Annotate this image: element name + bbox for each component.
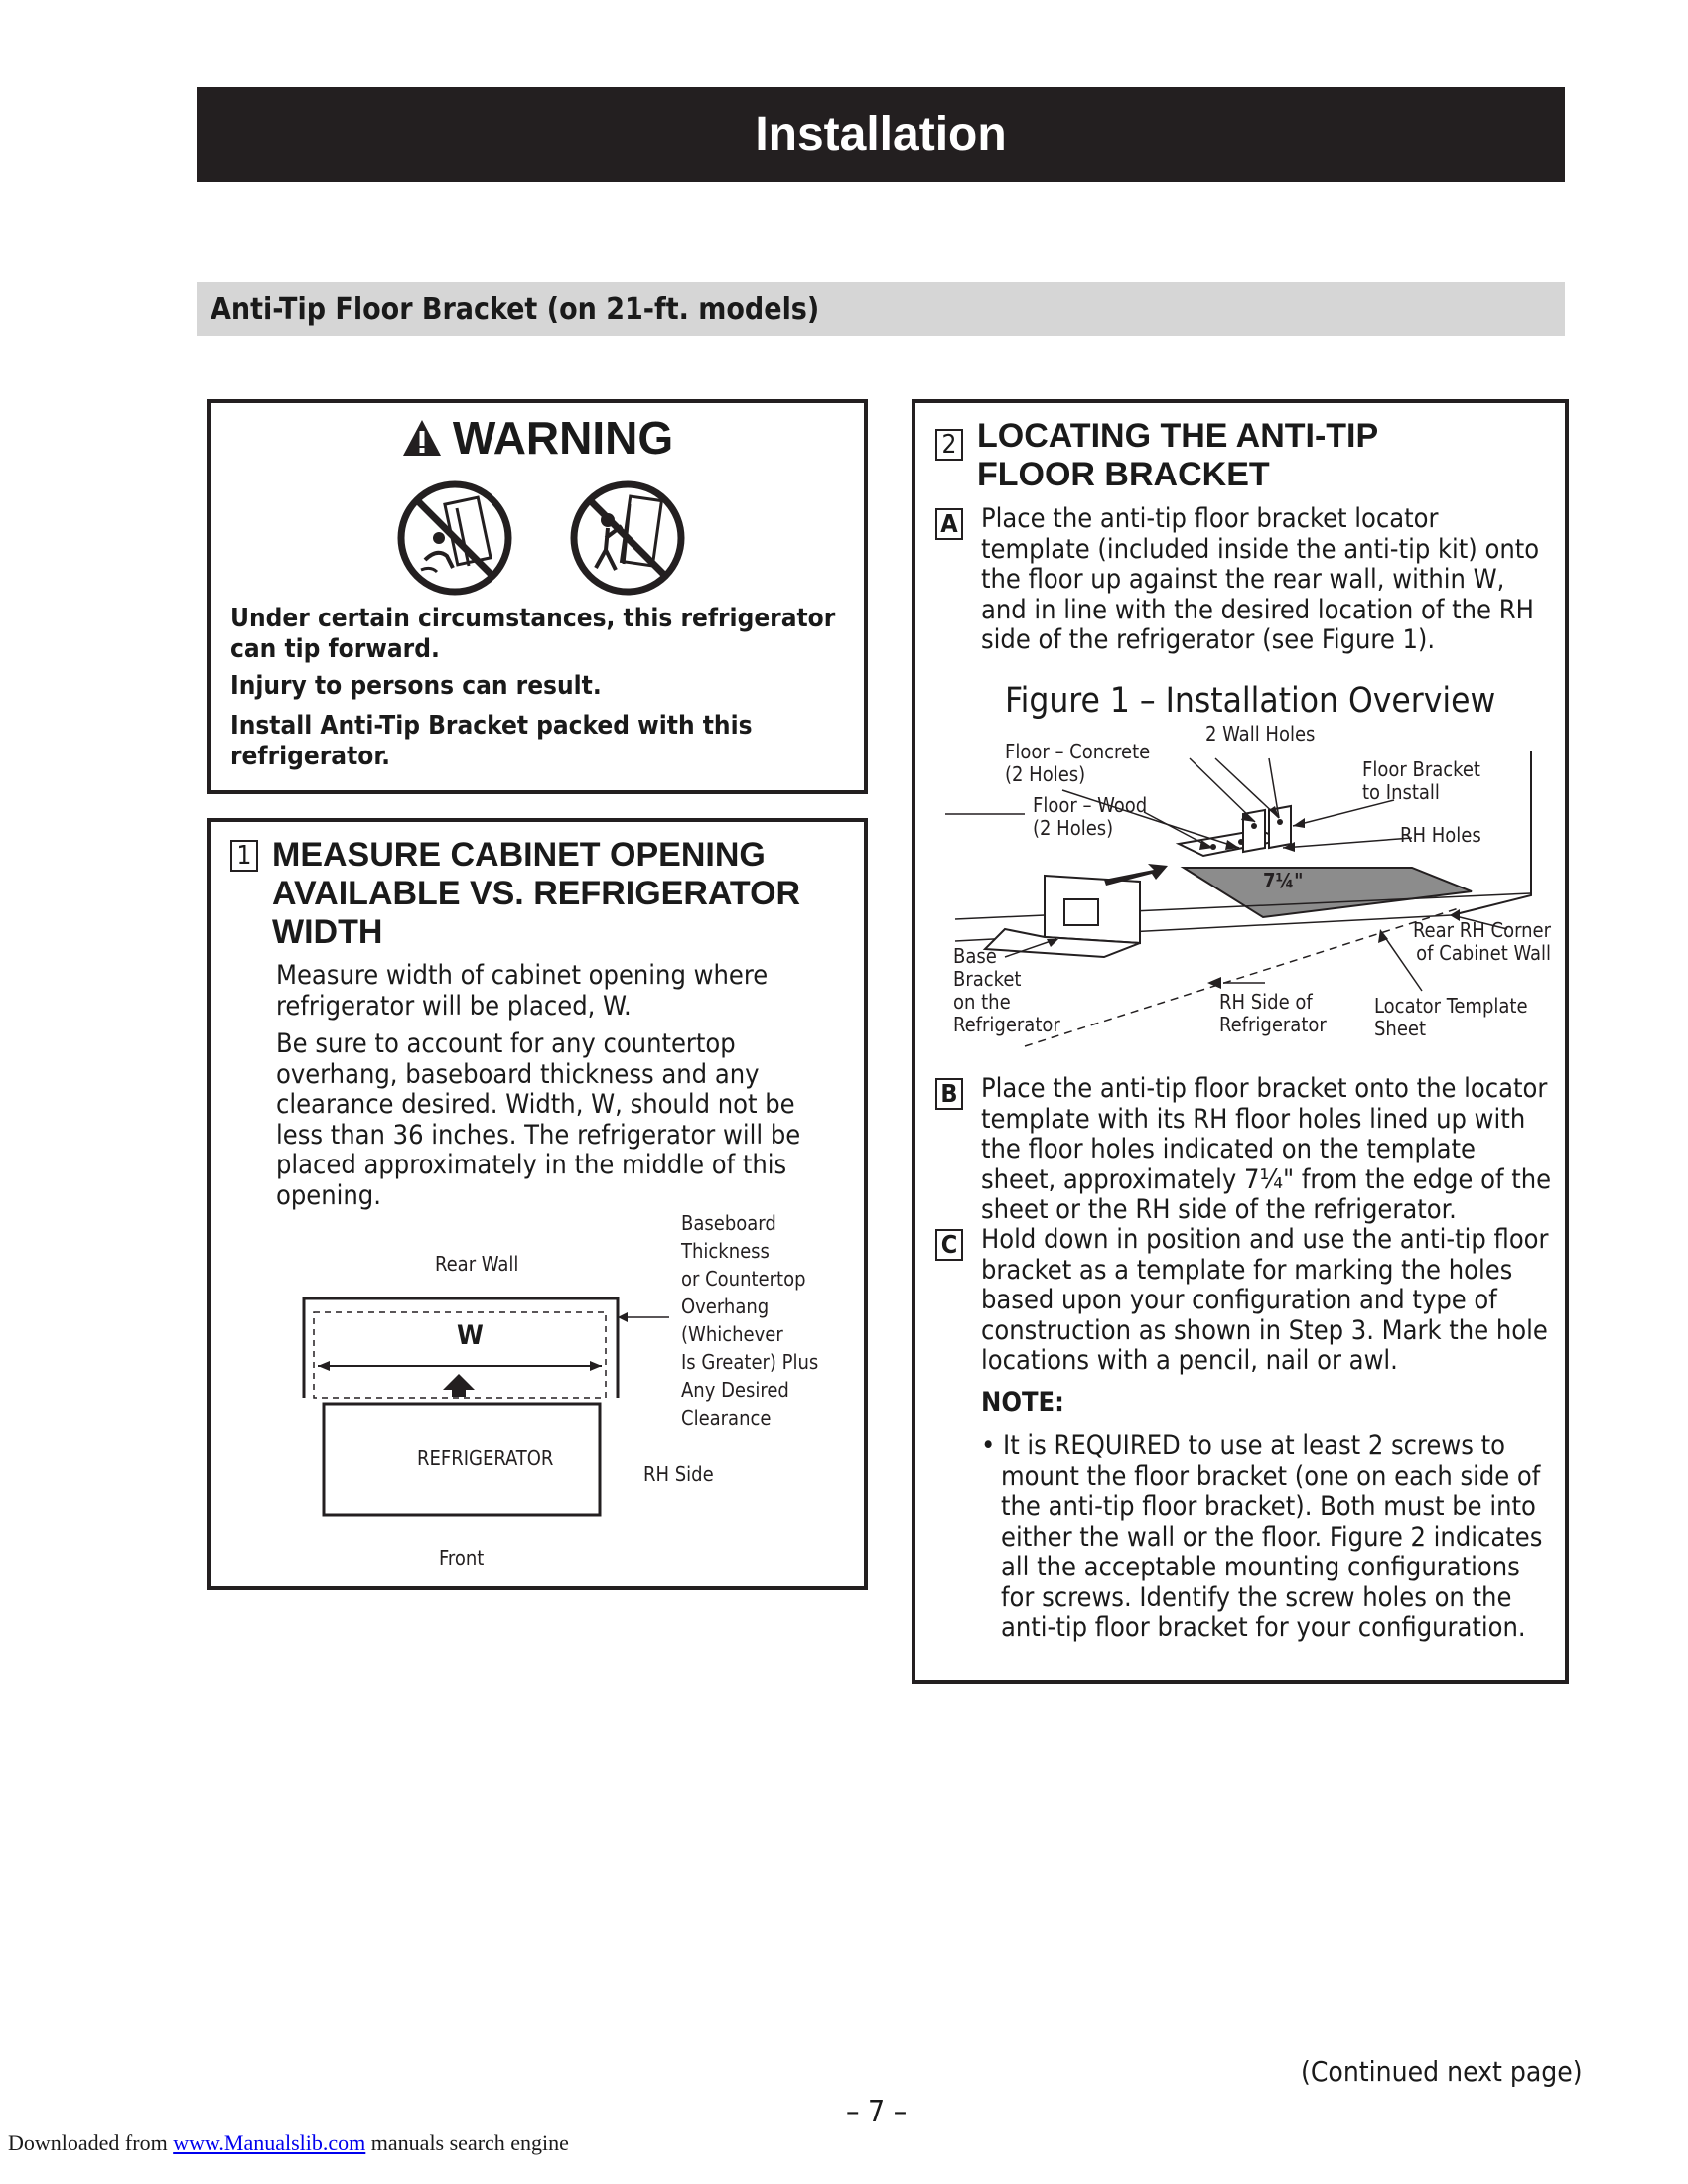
step2-a-text: Place the anti-tip floor bracket locator template (included inside the anti-tip kit) onto the floor up against the rear wall, within W, and in line with the desired location of the RH side of the refrigerator (see Figure 1).: [981, 503, 1540, 655]
rear-rh-corner-label: Rear RH Corner of Cabinet Wall: [1412, 918, 1551, 965]
warning-triangle-icon: [401, 418, 443, 458]
section-heading: [197, 282, 1565, 336]
warning-heading: [211, 411, 864, 465]
step2-box: [912, 399, 1569, 1684]
base-bracket-label: Base Bracket on the Refrigerator: [953, 944, 1060, 1036]
step2-a-letter: A: [935, 508, 963, 540]
baseboard-arrow: [614, 1302, 673, 1332]
step1-title: MEASURE CABINET OPENING AVAILABLE VS. REFRIGERATOR WIDTH: [272, 836, 801, 951]
page-title: Installation: [755, 108, 1007, 161]
step1-paragraph-1: Measure width of cabinet opening where refrigerator will be placed, W.: [276, 960, 769, 1022]
note-label: NOTE:: [981, 1387, 1064, 1418]
width-w-label: W: [457, 1320, 484, 1351]
step2-c-letter: C: [935, 1229, 963, 1261]
step2-b-letter: B: [935, 1078, 963, 1110]
wall-holes-label: 2 Wall Holes: [1205, 722, 1316, 746]
step2-b-text: Place the anti-tip floor bracket onto the locator template with its RH floor holes lined up with the floor holes indicated on the template sheet, approximately 7¼" from the edge of the sheet or the RH side of the refrigerator.: [981, 1073, 1552, 1225]
rh-side-label: RH Side: [643, 1462, 714, 1486]
note-bullet: • It is REQUIRED to use at least 2 screws to mount the floor bracket (one on each side of the anti-tip floor bracket). Both must be into either the wall or the floor. Figure 2 indicates all the acceptable mounting configurations for screws. Identify the screw holes on the anti-tip floor bracket for your configuration.: [981, 1431, 1543, 1643]
section-title: Anti-Tip Floor Bracket (on 21-ft. models): [211, 291, 820, 327]
floor-wood-label: Floor – Wood (2 Holes): [1033, 793, 1148, 840]
download-footer: Downloaded from www.Manualslib.com manuals search engine: [8, 2130, 569, 2155]
locator-template-sheet-label: Locator Template Sheet: [1374, 994, 1528, 1040]
warning-title: WARNING: [452, 412, 674, 464]
cabinet-opening-diagram: [302, 1269, 639, 1537]
step1-paragraph-2: Be sure to account for any countertop overhang, baseboard thickness and any clearance desired. Width, W, should not be less than 36 inches. The refrigerator will be placed approximately in the middle of this opening.: [276, 1028, 801, 1211]
step1-box: [207, 818, 868, 1590]
step2-number: 2: [935, 429, 963, 461]
step2-title: LOCATING THE ANTI-TIP FLOOR BRACKET: [977, 417, 1379, 493]
baseboard-note: Baseboard Thickness or Countertop Overhang (Whichever Is Greater) Plus Any Desired Clearance: [681, 1211, 819, 1430]
step1-body: [276, 961, 842, 1219]
continued-label: (Continued next page): [1301, 2055, 1583, 2088]
dimension-label: 7¼": [1263, 869, 1304, 892]
floor-bracket-label: Floor Bracket to Install: [1362, 757, 1480, 804]
rear-wall-label: Rear Wall: [435, 1252, 519, 1276]
step1-number: 1: [230, 840, 258, 872]
warning-line-2: Injury to persons can result.: [230, 671, 602, 701]
warning-line-1: Under certain circumstances, this refrigerator can tip forward.: [230, 604, 836, 664]
figure1-title: Figure 1 – Installation Overview: [1005, 681, 1496, 721]
page-number: – 7 –: [846, 2095, 908, 2129]
rh-side-of-refrigerator-label: RH Side of Refrigerator: [1219, 990, 1327, 1036]
manualslib-link[interactable]: www.Manualslib.com: [173, 2130, 366, 2155]
floor-concrete-label: Floor – Concrete (2 Holes): [1005, 740, 1151, 786]
step2-c-text: Hold down in position and use the anti-tip floor bracket as a template for marking the holes based upon your configuration and type of construction as shown in Step 3. Mark the hole locations with a pencil, nail or awl.: [981, 1224, 1549, 1376]
refrigerator-label: REFRIGERATOR: [417, 1446, 554, 1470]
no-climbing-icon: [395, 478, 514, 598]
warning-box: [207, 399, 868, 794]
warning-line-3: Install Anti-Tip Bracket packed with this refrigerator.: [230, 711, 753, 771]
front-label: Front: [439, 1546, 485, 1570]
rh-holes-label: RH Holes: [1400, 823, 1481, 847]
no-hanging-on-door-icon: [568, 478, 687, 598]
page-header: [197, 87, 1565, 182]
